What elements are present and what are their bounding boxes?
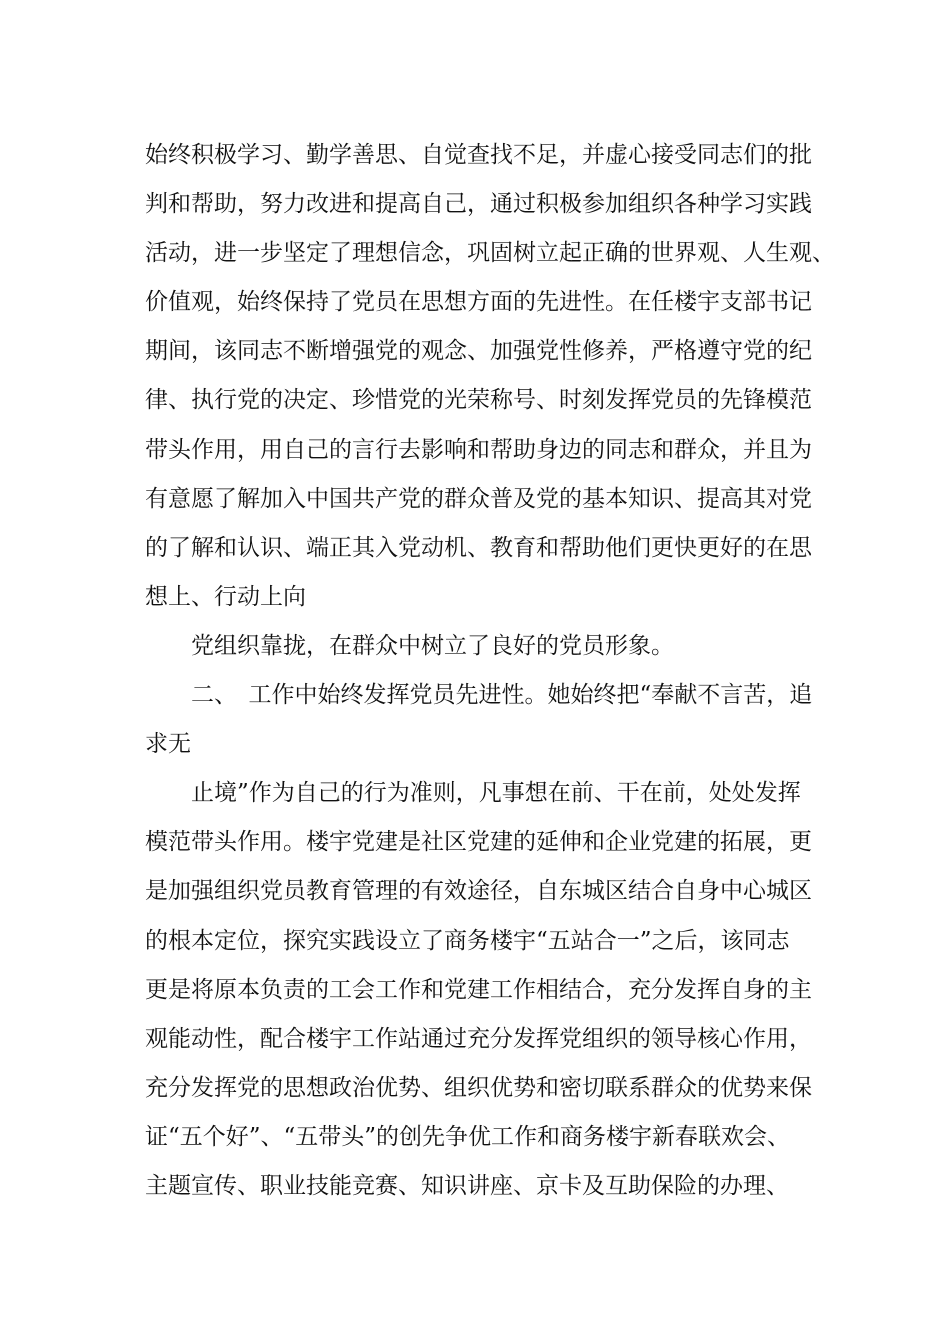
text-line: 想上、行动上向 <box>145 583 306 610</box>
text-line: 观能动性，配合楼宇工作站通过充分发挥党组织的领导核心作用， <box>145 1025 812 1052</box>
text-line: 活动，进一步坚定了理想信念，巩固树立起正确的世界观、人生观、 <box>145 240 835 267</box>
text-line: 是加强组织党员教育管理的有效途径，自东城区结合自身中心城区 <box>145 878 812 905</box>
text-line: 更是将原本负责的工会工作和党建工作相结合，充分发挥自身的主 <box>145 976 812 1003</box>
text-line: 律、执行党的决定、珍惜党的光荣称号、时刻发挥党员的先锋模范 <box>145 387 812 414</box>
text-line: 价值观，始终保持了党员在思想方面的先进性。在任楼宇支部书记 <box>145 289 812 316</box>
text-line: 的了解和认识、端正其入党动机、教育和帮助他们更快更好的在思 <box>145 534 812 561</box>
text-line: 求无 <box>145 731 191 758</box>
text-line: 判和帮助，努力改进和提高自己，通过积极参加组织各种学习实践 <box>145 191 812 218</box>
text-line: 有意愿了解加入中国共产党的群众普及党的基本知识、提高其对党 <box>145 485 812 512</box>
text-line: 始终积极学习、勤学善思、自觉查找不足，并虚心接受同志们的批 <box>145 142 812 168</box>
document-body <box>145 131 835 1211</box>
text-line: 主题宣传、职业技能竞赛、知识讲座、京卡及互助保险的办理、 <box>145 1172 789 1199</box>
text-line: 期间，该同志不断增强党的观念、加强党性修养，严格遵守党的纪 <box>145 338 812 365</box>
text-line: 带头作用，用自己的言行去影响和帮助身边的同志和群众，并且为 <box>145 436 812 463</box>
text-line: 二、 工作中始终发挥党员先进性。她始终把“奉献不言苦，追 <box>191 682 813 709</box>
text-line: 证“五个好”、“五带头”的创先争优工作和商务楼宇新春联欢会、 <box>145 1123 791 1150</box>
text-line: 的根本定位，探究实践设立了商务楼宇“五站合一”之后，该同志 <box>145 927 790 954</box>
text-line: 党组织靠拢，在群众中树立了良好的党员形象。 <box>191 632 674 659</box>
text-line: 模范带头作用。楼宇党建是社区党建的延伸和企业党建的拓展，更 <box>145 829 812 856</box>
text-line: 充分发挥党的思想政治优势、组织优势和密切联系群众的优势来保 <box>145 1074 812 1101</box>
text-line: 止境”作为自己的行为准则，凡事想在前、干在前，处处发挥 <box>191 780 801 807</box>
